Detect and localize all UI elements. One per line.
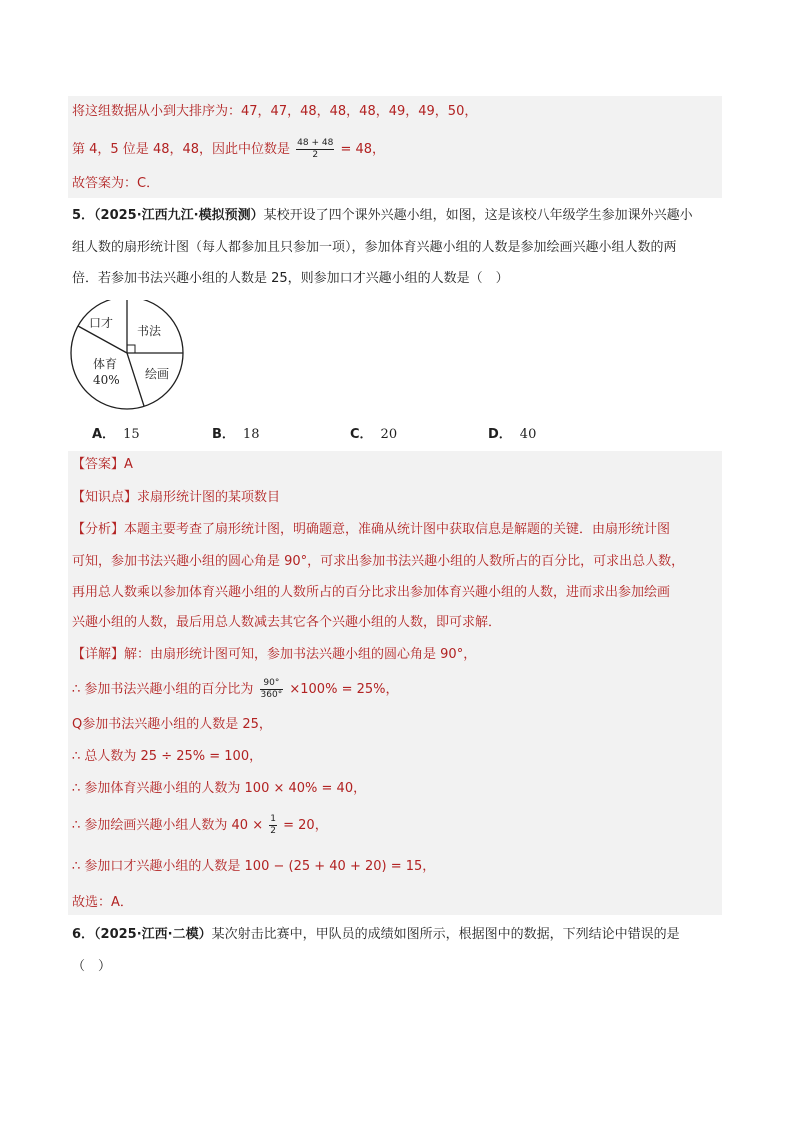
q5-pie-chart: [65, 300, 205, 420]
prev-sorted-line: 将这组数据从小到大排序为：47，47，48，48，48，49，49，50，: [72, 104, 478, 119]
prev-answer-line: 故答案为：C．: [72, 176, 160, 191]
q5-stem-line1: [72, 206, 693, 226]
step5-prefix: ∴ 参加绘画兴趣小组人数为 40 ×: [72, 818, 264, 833]
q5-number: 5．: [72, 208, 95, 223]
option-c: [350, 425, 397, 445]
answer-value: A: [124, 457, 133, 472]
prev-median-prefix: 第 4，5 位是 48，48，因此中位数是: [72, 142, 291, 157]
prev-median-fraction: [296, 138, 334, 161]
q5-stem-line2: 组人数的扇形统计图（每人都参加且只参加一项），参加体育兴趣小组的人数是参加绘画兴趣小组人数的两: [72, 240, 677, 255]
q5-step5: [72, 814, 328, 837]
pie-label-hui: 绘画: [145, 367, 170, 381]
q5-knowledge-line: [72, 488, 280, 508]
option-c-value: 20: [380, 427, 398, 442]
q5-analysis-line2: 可知，参加书法兴趣小组的圆心角是 90°，可求出参加书法兴趣小组的人数所占的百分比，可求出总人数，: [72, 554, 685, 569]
step5-fraction: [269, 814, 277, 837]
q5-analysis-line4: 兴趣小组的人数，最后用总人数减去其它各个兴趣小组的人数，即可求解．: [72, 615, 502, 630]
q6-stem-line1: [72, 925, 680, 945]
prev-median-suffix: = 48，: [340, 142, 386, 157]
option-b: [212, 425, 259, 445]
fraction-denominator: 2: [312, 150, 319, 160]
step5-suffix: = 20，: [283, 818, 328, 833]
q5-step3: ∴ 总人数为 25 ÷ 25% = 100，: [72, 749, 263, 764]
q5-step1: [72, 678, 399, 701]
q5-detail-line1: [72, 645, 476, 665]
q6-stem-line2: （ ）: [72, 959, 112, 974]
analysis-tag: 【分析】: [72, 522, 125, 537]
detail-text-1: 解：由扇形统计图可知，参加书法兴趣小组的圆心角是 90°，: [124, 647, 477, 662]
step1-prefix: ∴ 参加书法兴趣小组的百分比为: [72, 682, 254, 697]
option-d-label: D．: [488, 427, 512, 442]
option-c-label: C．: [350, 427, 373, 442]
q6-stem-text: 某次射击比赛中，甲队员的成绩如图所示，根据图中的数据，下列结论中错误的是: [211, 927, 680, 942]
option-b-label: B．: [212, 427, 235, 442]
q5-analysis-line3: 再用总人数乘以参加体育兴趣小组的人数所占的百分比求出参加体育兴趣小组的人数，进而求出参加绘画: [72, 585, 671, 600]
option-a: [92, 425, 140, 445]
fraction-denominator: 2: [270, 826, 276, 836]
fraction-numerator: 90°: [260, 678, 284, 690]
q6-source: （2025·江西·二模）: [94, 927, 212, 942]
fraction-numerator: 48 + 48: [297, 138, 334, 148]
answer-tag: 【答案】: [72, 457, 125, 472]
q5-step4: ∴ 参加体育兴趣小组的人数为 100 × 40% = 40，: [72, 781, 367, 796]
q5-step6: ∴ 参加口才兴趣小组的人数是 100 − (25 + 40 + 20) = 15，: [72, 859, 436, 874]
q6-number: 6．: [72, 927, 95, 942]
knowledge-tag: 【知识点】: [72, 490, 138, 505]
pie-label-ti: 体育: [93, 357, 118, 371]
step1-fraction: [260, 678, 284, 701]
prev-median-line: [72, 138, 385, 161]
option-b-value: 18: [242, 427, 260, 442]
fraction-numerator: 1: [270, 814, 276, 824]
pie-label-ti-percent: 40%: [93, 373, 120, 387]
detail-tag: 【详解】: [72, 647, 125, 662]
q5-stem-text: 某校开设了四个课外兴趣小组，如图，这是该校八年级学生参加课外兴趣小: [263, 208, 693, 223]
q5-answer-line: [72, 455, 133, 475]
pie-label-kou: 口才: [89, 316, 114, 330]
q5-step2: Q参加书法兴趣小组的人数是 25，: [72, 717, 272, 732]
q5-choose: 故选：A．: [72, 895, 133, 910]
knowledge-text: 求扇形统计图的某项数目: [137, 490, 281, 505]
analysis-text-1: 本题主要考查了扇形统计图，明确题意，准确从统计图中获取信息是解题的关键．由扇形统计图: [124, 522, 671, 537]
q5-stem-line3: 倍．若参加书法兴趣小组的人数是 25，则参加口才兴趣小组的人数是（ ）: [72, 271, 509, 286]
option-a-label: A．: [92, 427, 116, 442]
q5-analysis-line1: [72, 520, 670, 540]
fraction-denominator: 360°: [260, 690, 283, 700]
option-d-value: 40: [519, 427, 537, 442]
step1-suffix: ×100% = 25%，: [289, 682, 399, 697]
q5-source: （2025·江西九江·模拟预测）: [94, 208, 264, 223]
option-d: [488, 425, 536, 445]
option-a-value: 15: [123, 427, 140, 442]
pie-label-shu: 书法: [137, 324, 162, 338]
